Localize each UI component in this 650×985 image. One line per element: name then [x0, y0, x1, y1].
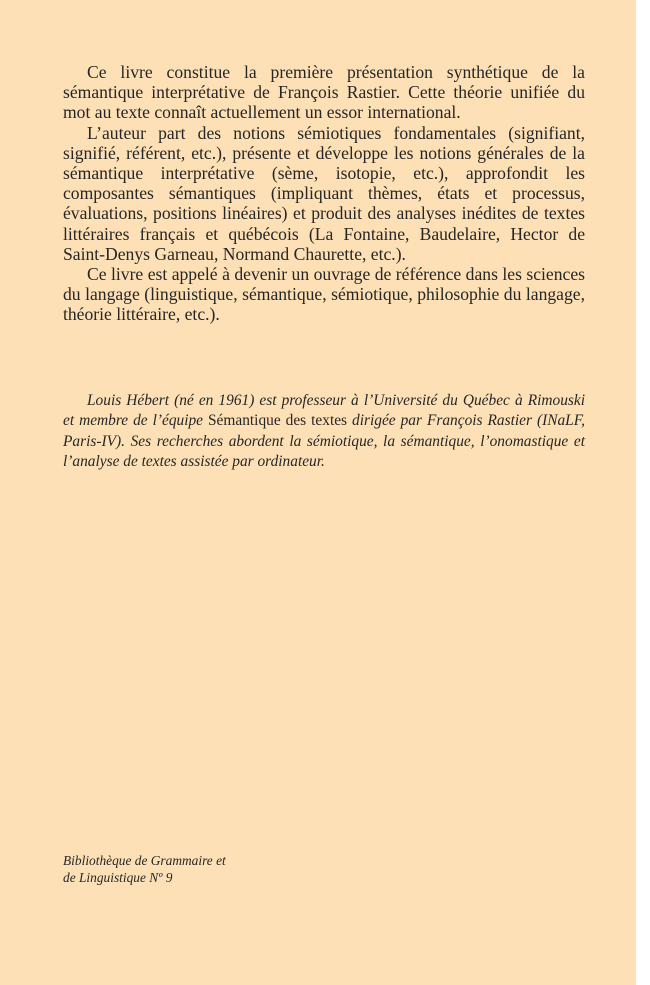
series-label: [63, 853, 226, 886]
description-paragraph-2: L’auteur part des notions sémiotiques fondamentales (signifiant, signifié, référent, etc.), présente et développe les notions générales de la sémantique interprétative (sème, isotopie, etc.), approfondit les composantes sémantiques (impliquant thèmes, états et processus, évaluations, positions linéaires) et produit des analyses inédites de textes littéraires français et québécois (La Fontaine, Baudelaire, Hector de Saint-Denys Garneau, Normand Chaurette, etc.).: [63, 122, 585, 264]
author-biography: [63, 391, 585, 473]
book-description: [63, 62, 585, 325]
series-line-1: Bibliothèque de Grammaire et: [63, 853, 226, 868]
series-line-2: de Linguistique Nº 9: [63, 869, 173, 885]
description-paragraph-1: Ce livre constitue la première présentation synthétique de la sémantique interprétative de François Rastier. Cette théorie unifiée du mot au texte connaît actuellement un essor international.: [63, 62, 585, 123]
team-name: Sémantique des textes: [208, 412, 348, 430]
author-bio-text-1: Louis Hébert (né en 1961) est professeur à l’Université du Québec à Rimouski et membre de l’équipe: [63, 392, 585, 430]
author-bio-text-2: dirigée par François Rastier (INaLF, Paris-IV). Ses recherches abordent la sémiotique, la sémantique, l’onomastique et l’analyse de textes assistée par ordinateur.: [63, 412, 585, 471]
description-paragraph-3: Ce livre est appelé à devenir un ouvrage de référence dans les sciences du langage (linguistique, sémantique, sémiotique, philosophie du langage, théorie littéraire, etc.).: [63, 264, 585, 325]
